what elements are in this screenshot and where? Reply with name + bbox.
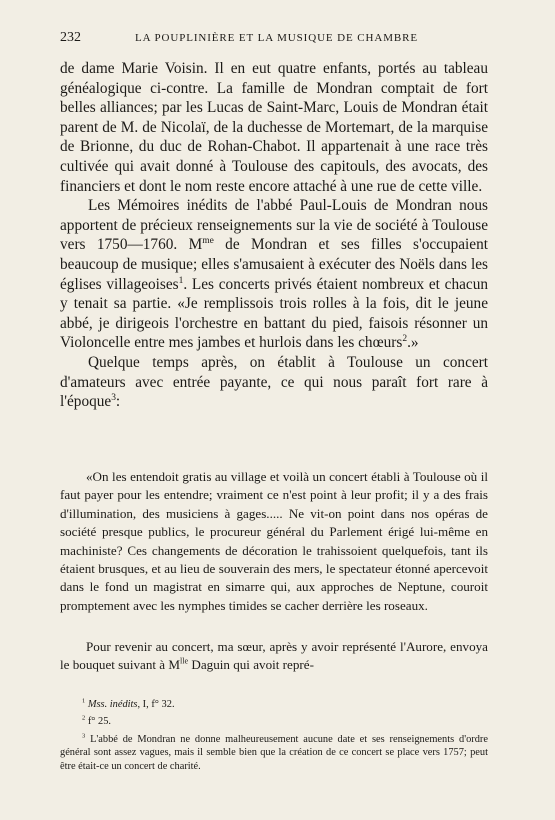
closing-text: [60, 638, 488, 675]
paragraph-3: [60, 353, 488, 412]
footnote-3-text: L'abbé de Mondran ne donne malheureusement aucune date et ses renseignements d'ordre général sont assez vagues, mais il semble bien que la création de ce concert se place vers 1757; peut être était-ce un concert de charité.: [60, 733, 488, 772]
footnote-2-mark: 2: [82, 714, 86, 722]
footnote-1-mark: 1: [82, 697, 86, 705]
closing-text-part-b: Daguin qui avoit repré-: [188, 657, 314, 673]
footnote-3-mark: 3: [82, 732, 86, 740]
footnote-2: [60, 715, 488, 728]
paragraph-2-part-d: .»: [407, 334, 419, 352]
footnotes: [60, 698, 488, 777]
running-title: LA POUPLINIÈRE ET LA MUSIQUE DE CHAMBRE: [134, 32, 418, 44]
superscript-lle: lle: [180, 657, 189, 667]
footnote-ref-3: 3: [111, 393, 116, 403]
footnote-ref-2: 2: [402, 334, 408, 345]
body-text: [60, 59, 488, 412]
block-quote: [60, 468, 488, 615]
footnote-2-text: f° 25.: [87, 716, 112, 728]
paragraph-2-part-a: Les Mémoires inédits de l'abbé Paul-Louis de Mondran nous apportent de précieux renseignements sur la vie de société à Toulouse vers 1750—1760. M: [60, 197, 488, 254]
paragraph-2-part-c: . Les concerts privés étaient nombreux et chacun y tenait sa partie. «Je remplissois trois rolles à la fois, dit le jeune abbé, je dirigeois l'orchestre en battant du pied, faisois résonner un Violoncelle entre mes jambes et hurlois dans les chœurs: [60, 275, 488, 352]
footnote-1-ref: , I, f° 32.: [137, 699, 175, 710]
paragraph-2-part-b: de Mondran et ses filles s'occupaient beaucoup de musique; elles s'amusaient à exécuter des Noëls dans les églises villageoises: [60, 236, 488, 293]
closing-text-part-a: Pour revenir au concert, ma sœur, après y avoir représenté l'Aurore, envoya le bouquet suivant à M: [60, 639, 488, 673]
page-header: [60, 30, 493, 50]
footnote-1: [60, 698, 488, 711]
quote-text: «On les entendoit gratis au village et voilà un concert établi à Toulouse où il faut payer pour les entendre; vraiment ce n'est point à leur profit; il y a des frais d'illumination, des musiciens à gages..... Ne vit-on point dans nos opéras de société presque publics, le procureur général du Parlement érigé lui-même en machiniste? Ces changements de décoration le trahissoient quelquefois, tant ils étaient brusques, et au lieu de souverain des mers, le spectateur étonné apercevoit dans le fond un magistrat en simarre qui, aux approches de Neptune, couroit promptement avec les nymphes timides se cacher derrière les roseaux.: [60, 469, 488, 613]
footnote-ref-1: 1: [178, 275, 184, 286]
paragraph-2: [60, 196, 488, 353]
footnote-3: [60, 733, 488, 773]
paragraph-3-part-a: Quelque temps après, on établit à Toulouse un concert d'amateurs avec entrée payante, ce qui nous paraît fort rare à l'époque: [60, 353, 488, 411]
superscript-me: me: [202, 236, 214, 247]
paragraph-3-part-b: :: [115, 393, 121, 411]
page-number: 232: [60, 30, 81, 45]
closing-paragraph: [60, 638, 488, 675]
paragraph-1: de dame Marie Voisin. Il en eut quatre enfants, portés au tableau généalogique ci-contre. La famille de Mondran comptait de fort belles alliances; par les Lucas de Saint-Marc, Louis de Mondran était parent de M. de Nicolaï, de la duchesse de Mortemart, de la marquise de Brionne, du duc de Rohan-Chabot. Il appartenait à une race très cultivée qui avait donné à Toulouse des capitouls, des avocats, des financiers et dont le nom reste encore attaché à une rue de cette ville.: [60, 60, 488, 195]
footnote-1-title: Mss. inédits: [87, 699, 138, 710]
